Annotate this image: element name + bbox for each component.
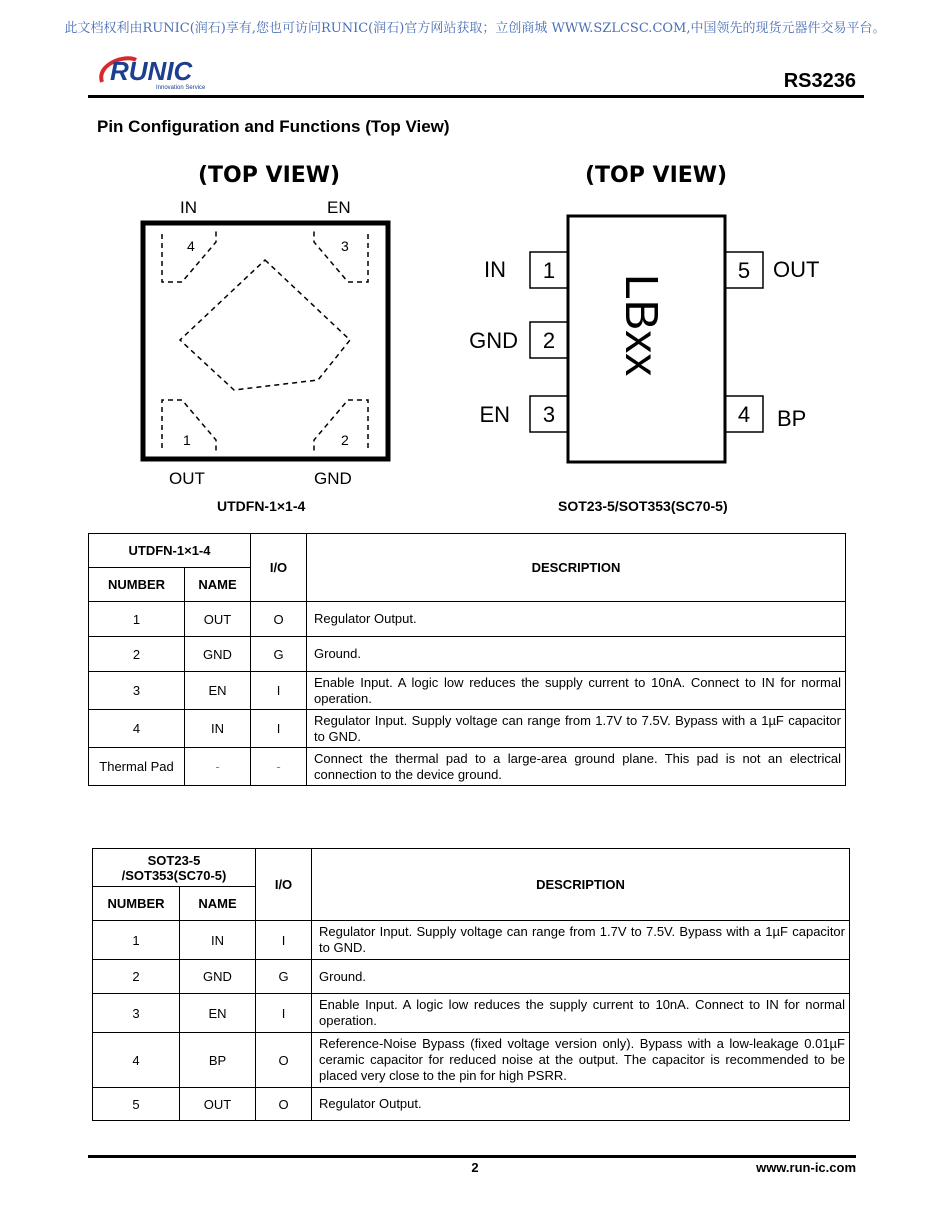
pin-name: OUT xyxy=(180,1088,256,1121)
utdfn-pin-in-label: IN xyxy=(180,198,197,217)
utdfn-package-drawing xyxy=(140,220,392,462)
utdfn-number-header: NUMBER xyxy=(89,568,185,602)
sot-package-drawing xyxy=(460,210,840,470)
pin-description: Regulator Input. Supply voltage can range from 1.7V to 7.5V. Bypass with a 1µF capacitor to GND. xyxy=(307,710,846,748)
utdfn-io-header: I/O xyxy=(251,534,307,602)
sot-description-header: DESCRIPTION xyxy=(312,849,850,921)
logo-text: RUNIC xyxy=(110,56,193,86)
pin-description: Enable Input. A logic low reduces the supply current to 10nA. Connect to IN for normal operation. xyxy=(307,672,846,710)
pin-description: Connect the thermal pad to a large-area ground plane. This pad is not an electrical connection to the device ground. xyxy=(307,748,846,786)
sot-pin-table xyxy=(92,848,850,1121)
sot-package-line2: /SOT353(SC70-5) xyxy=(121,867,227,883)
utdfn-pin-out-label: OUT xyxy=(169,469,205,488)
sot-name-header: NAME xyxy=(180,887,256,921)
pin-number: Thermal Pad xyxy=(89,748,185,786)
sot-pin-4-num: 4 xyxy=(737,402,751,427)
pin-number: 3 xyxy=(89,672,185,710)
table-row xyxy=(89,748,846,786)
utdfn-description-header: DESCRIPTION xyxy=(307,534,846,602)
pin-io: I xyxy=(256,994,312,1033)
table-row xyxy=(93,921,850,960)
table-row xyxy=(89,710,846,748)
table-row xyxy=(93,1088,850,1121)
pin-description: Enable Input. A logic low reduces the supply current to 10nA. Connect to IN for normal operation. xyxy=(312,994,850,1033)
pin-name: GND xyxy=(185,637,251,672)
pin-name: IN xyxy=(180,921,256,960)
table-row xyxy=(89,672,846,710)
sot-pin-5-num: 5 xyxy=(737,258,751,283)
table-row xyxy=(93,994,850,1033)
sot-pin-2-num: 2 xyxy=(542,328,556,353)
logo-tagline: Innovation Service xyxy=(156,85,206,91)
pin-io: O xyxy=(256,1088,312,1121)
header-divider xyxy=(88,95,864,98)
utdfn-pin-en-label: EN xyxy=(327,198,351,217)
utdfn-pin-table xyxy=(88,533,846,786)
runic-logo xyxy=(96,52,211,92)
pin-io: - xyxy=(251,748,307,786)
sot-pin-4-name: BP xyxy=(777,406,807,431)
pin-number: 1 xyxy=(89,602,185,637)
utdfn-num-1: 1 xyxy=(183,432,191,448)
sot-caption: SOT23-5/SOT353(SC70-5) xyxy=(558,498,728,514)
website-link[interactable]: www.run-ic.com xyxy=(756,1160,856,1175)
page-number: 2 xyxy=(471,1160,479,1175)
pin-number: 2 xyxy=(93,960,180,994)
utdfn-num-4: 4 xyxy=(187,238,195,254)
pin-description: Ground. xyxy=(312,960,850,994)
sot-pin-1-num: 1 xyxy=(542,258,556,283)
pin-io: O xyxy=(256,1033,312,1088)
pin-number: 4 xyxy=(93,1033,180,1088)
pin-number: 2 xyxy=(89,637,185,672)
pin-io: I xyxy=(251,710,307,748)
table-row xyxy=(93,1033,850,1088)
pin-io: G xyxy=(256,960,312,994)
utdfn-caption: UTDFN-1×1-4 xyxy=(217,498,306,514)
pin-description: Ground. xyxy=(307,637,846,672)
pin-io: I xyxy=(256,921,312,960)
pin-description: Regulator Output. xyxy=(307,602,846,637)
pin-number: 3 xyxy=(93,994,180,1033)
pin-description: Reference-Noise Bypass (fixed voltage version only). Bypass with a low-leakage 0.01µF ceramic capacitor for reduced noise at the output. The capacitor is recommended to be placed very close to the pin for high PSRR. xyxy=(312,1033,850,1088)
utdfn-name-header: NAME xyxy=(185,568,251,602)
pin-name: BP xyxy=(180,1033,256,1088)
table-row xyxy=(89,637,846,672)
sot-pin-1-name: IN xyxy=(484,257,506,282)
sot-pin-3-num: 3 xyxy=(542,402,556,427)
utdfn-top-view-label: (TOP VIEW) xyxy=(198,163,341,188)
footer-divider xyxy=(88,1155,856,1158)
copyright-banner: 此文档权利由RUNIC(润石)享有,您也可访问RUNIC(润石)官方网站获取；立创商城 WWW.SZLCSC.COM,中国领先的现货元器件交易平台。 xyxy=(64,21,886,36)
utdfn-num-2: 2 xyxy=(341,432,349,448)
sot-pin-2-name: GND xyxy=(469,328,518,353)
sot-pin-3-name: EN xyxy=(479,402,510,427)
pin-name: EN xyxy=(185,672,251,710)
utdfn-package-header: UTDFN-1×1-4 xyxy=(89,534,251,568)
sot-number-header: NUMBER xyxy=(93,887,180,921)
pin-io: G xyxy=(251,637,307,672)
pin-number: 1 xyxy=(93,921,180,960)
utdfn-num-3: 3 xyxy=(341,238,349,254)
utdfn-pin-gnd-label: GND xyxy=(314,469,352,488)
table-row xyxy=(93,960,850,994)
sot-top-view-label: (TOP VIEW) xyxy=(585,163,728,188)
section-title: Pin Configuration and Functions (Top View) xyxy=(97,117,450,136)
pin-number: 5 xyxy=(93,1088,180,1121)
pin-name: OUT xyxy=(185,602,251,637)
sot-package-line1: SOT23-5 xyxy=(147,852,201,868)
pin-name: GND xyxy=(180,960,256,994)
pin-name: EN xyxy=(180,994,256,1033)
pin-description: Regulator Output. xyxy=(312,1088,850,1121)
pin-name: - xyxy=(185,748,251,786)
part-number: RS3236 xyxy=(783,70,856,92)
sot-pin-5-name: OUT xyxy=(773,257,820,282)
pin-description: Regulator Input. Supply voltage can range from 1.7V to 7.5V. Bypass with a 1µF capacitor to GND. xyxy=(312,921,850,960)
pin-name: IN xyxy=(185,710,251,748)
sot-marking: LBxx xyxy=(616,274,668,377)
pin-io: I xyxy=(251,672,307,710)
sot-package-header xyxy=(93,849,256,887)
sot-io-header: I/O xyxy=(256,849,312,921)
pin-number: 4 xyxy=(89,710,185,748)
table-row xyxy=(89,602,846,637)
pin-io: O xyxy=(251,602,307,637)
